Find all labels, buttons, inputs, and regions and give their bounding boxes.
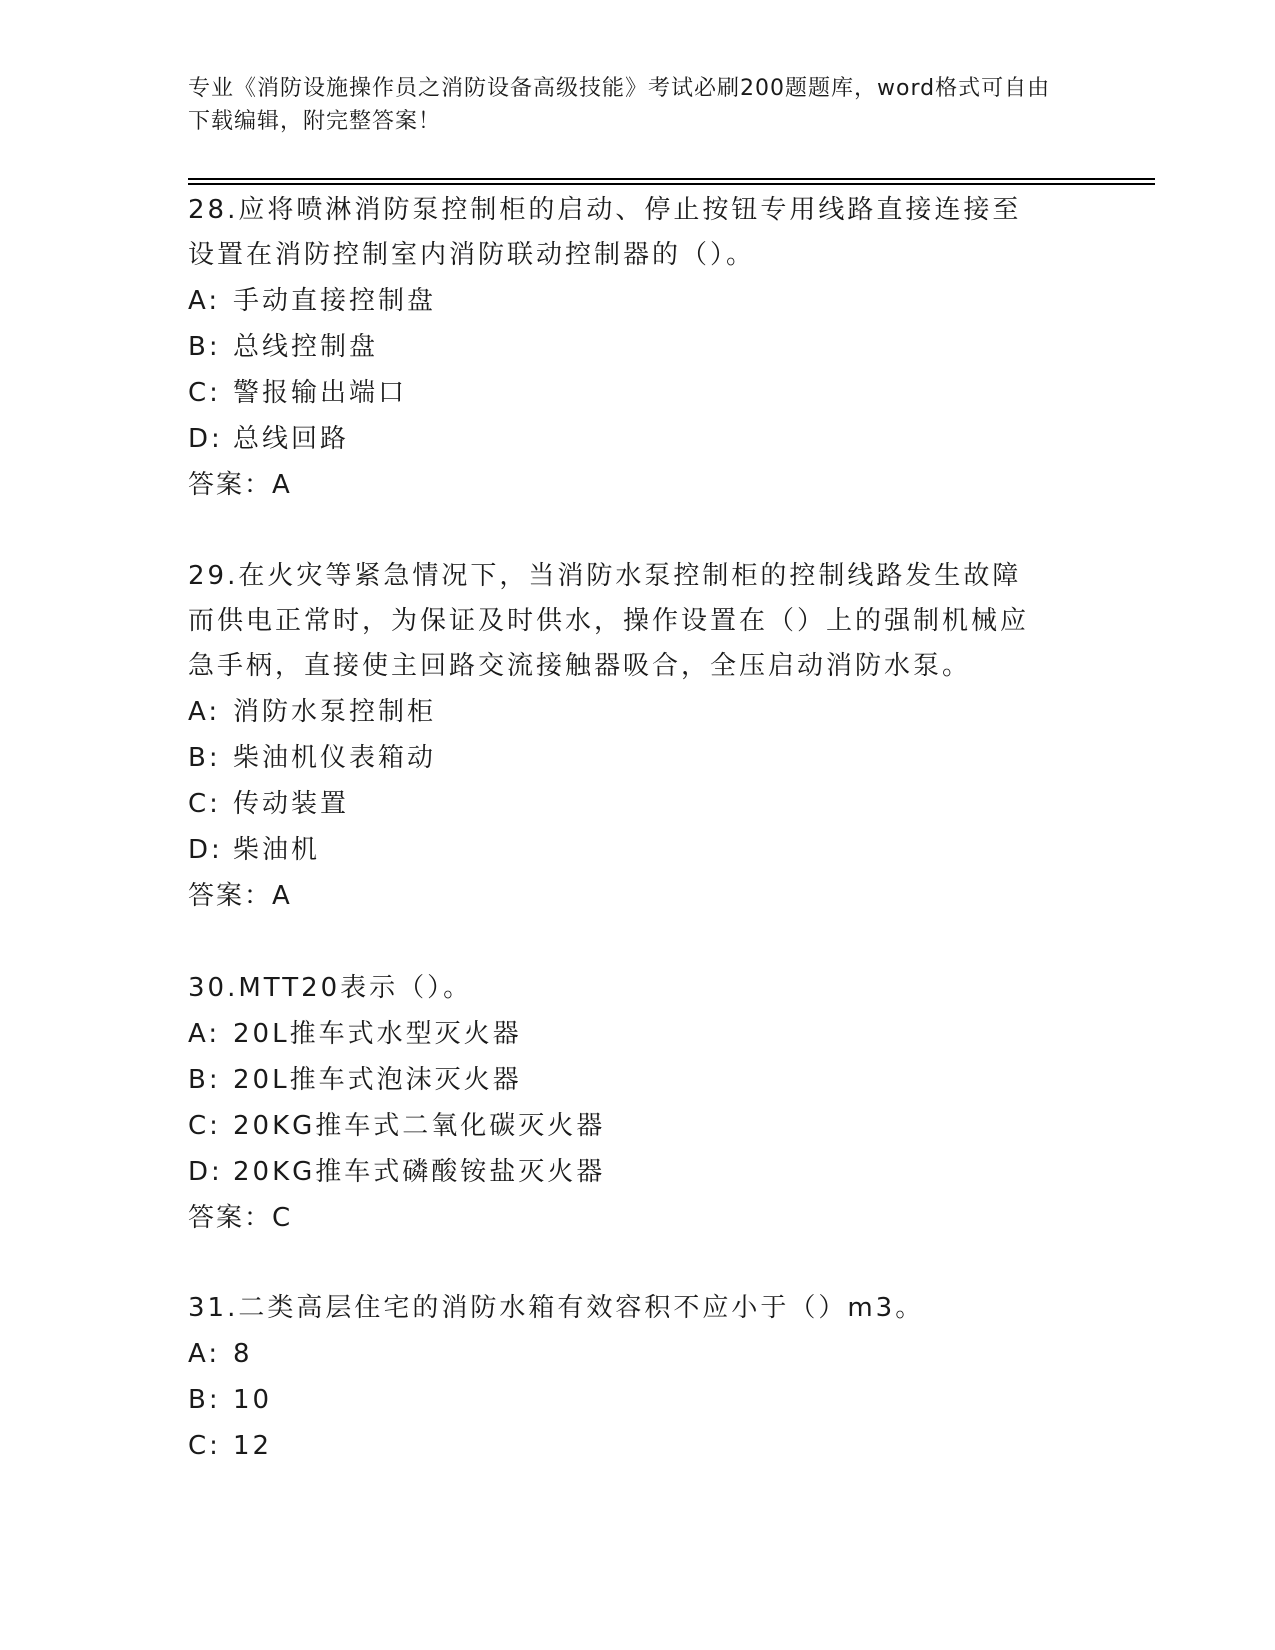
option-key: B: (188, 1385, 221, 1415)
option-key: C: (188, 1431, 221, 1461)
question-28 (188, 188, 1088, 508)
option-key: D: (188, 835, 223, 865)
option-key: C: (188, 1111, 221, 1141)
option-key: B: (188, 743, 221, 773)
option-b (188, 1377, 1088, 1423)
option-text: 10 (233, 1385, 273, 1415)
option-key: A: (188, 1339, 221, 1369)
option-d (188, 1149, 1088, 1195)
option-text: 20KG推车式磷酸铵盐灭火器 (233, 1157, 606, 1187)
question-30 (188, 966, 1088, 1241)
option-b (188, 1057, 1088, 1103)
option-text: 总线回路 (233, 424, 350, 454)
header-divider-double (188, 183, 1155, 185)
option-key: B: (188, 332, 221, 362)
option-a (188, 1331, 1088, 1377)
header-divider (188, 178, 1155, 180)
option-list (188, 278, 1088, 462)
option-text: 20KG推车式二氧化碳灭火器 (233, 1111, 606, 1141)
option-text: 手动直接控制盘 (233, 286, 437, 316)
option-a (188, 1011, 1088, 1057)
option-key: A: (188, 1019, 221, 1049)
option-c (188, 370, 1088, 416)
option-text: 总线控制盘 (233, 332, 379, 362)
option-b (188, 735, 1088, 781)
answer-line: 答案：A (188, 881, 292, 911)
option-key: A: (188, 286, 221, 316)
option-text: 12 (233, 1431, 273, 1461)
question-31 (188, 1286, 1088, 1469)
option-text: 消防水泵控制柜 (233, 697, 437, 727)
question-stem: 31.二类高层住宅的消防水箱有效容积不应小于（）m3。 (188, 1293, 925, 1323)
option-c (188, 1423, 1088, 1469)
option-key: C: (188, 789, 221, 819)
option-list (188, 1331, 1088, 1469)
option-key: B: (188, 1065, 221, 1095)
answer-line: 答案：A (188, 470, 292, 500)
option-c (188, 781, 1088, 827)
option-d (188, 827, 1088, 873)
option-a (188, 278, 1088, 324)
option-text: 柴油机 (233, 835, 321, 865)
option-text: 传动装置 (233, 789, 350, 819)
option-a (188, 689, 1088, 735)
question-stem: 28.应将喷淋消防泵控制柜的启动、停止按钮专用线路直接连接至设置在消防控制室内消防联动控制器的（）。 (188, 195, 1022, 270)
option-b (188, 324, 1088, 370)
document-header: 专业《消防设施操作员之消防设备高级技能》考试必刷200题题库，word格式可自由下载编辑，附完整答案！ (188, 76, 1051, 134)
option-key: D: (188, 424, 223, 454)
option-text: 20L推车式泡沫灭火器 (233, 1065, 522, 1095)
option-list (188, 689, 1088, 873)
question-stem: 29.在火灾等紧急情况下，当消防水泵控制柜的控制线路发生故障而供电正常时，为保证及时供水，操作设置在（）上的强制机械应急手柄，直接使主回路交流接触器吸合，全压启动消防水泵。 (188, 561, 1030, 681)
answer-line: 答案：C (188, 1203, 293, 1233)
option-text: 8 (233, 1339, 253, 1369)
option-text: 柴油机仪表箱动 (233, 743, 437, 773)
option-key: C: (188, 378, 221, 408)
option-key: D: (188, 1157, 223, 1187)
option-text: 20L推车式水型灭火器 (233, 1019, 522, 1049)
option-key: A: (188, 697, 221, 727)
question-29 (188, 554, 1088, 919)
option-d (188, 416, 1088, 462)
option-text: 警报输出端口 (233, 378, 408, 408)
option-c (188, 1103, 1088, 1149)
question-stem: 30.MTT20表示（）。 (188, 973, 473, 1003)
option-list (188, 1011, 1088, 1195)
